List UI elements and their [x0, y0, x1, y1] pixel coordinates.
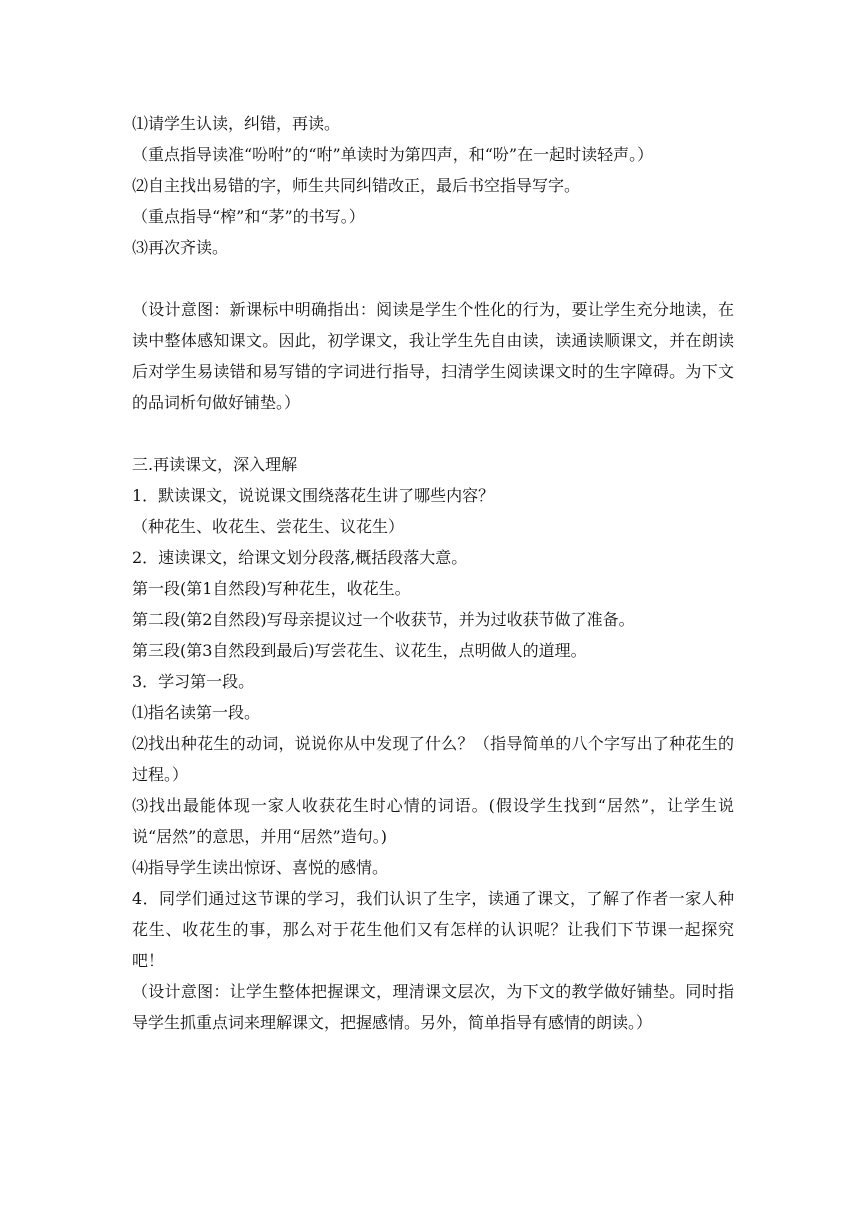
text-line: 1．默读课文，说说课文围绕落花生讲了哪些内容？ [132, 486, 495, 505]
text-line: （重点指导读准“吩咐”的“咐”单读时为第四声，和“吩”在一起时读轻声。） [132, 145, 654, 164]
text-line: 2．速读课文，给课文划分段落,概括段落大意。 [132, 548, 468, 567]
text-line: ⑶再次齐读。 [132, 238, 229, 257]
text-line: （种花生、收花生、尝花生、议花生） [132, 517, 405, 536]
text-line: 第二段(第2自然段)写母亲提议过一个收获节，并为过收获节做了准备。 [132, 610, 635, 629]
blank-line [132, 418, 734, 449]
text-line: ⑴请学生认读，纠错，再读。 [132, 114, 341, 133]
text-line: ⑷指导学生读出惊讶、喜悦的感情。 [132, 858, 389, 877]
design-intent-paragraph: （设计意图：新课标中明确指出：阅读是学生个性化的行为，要让学生充分地读，在读中整体感知课文。因此，初学课文，我让学生先自由读，读通读顺课文，并在朗读后对学生易读错和易写错的字词进行指导，扫清学生阅读课文时的生字障碍。为下文的品词析句做好铺垫。） [132, 300, 734, 412]
blank-line [132, 263, 734, 294]
text-line: 3．学习第一段。 [132, 672, 255, 691]
text-line: 4．同学们通过这节课的学习，我们认识了生字，读通了课文，了解了作者一家人种花生、收花生的事，那么对于花生他们又有怎样的认识呢？让我们下节课一起探究吧！ [132, 889, 734, 970]
design-intent-paragraph: （设计意图：让学生整体把握课文，理清课文层次，为下文的教学做好铺垫。同时指导学生抓重点词来理解课文，把握感情。另外，简单指导有感情的朗读。） [132, 982, 734, 1032]
text-line: ⑵自主找出易错的字，师生共同纠错改正，最后书空指导写字。 [132, 176, 581, 195]
section-heading: 三.再读课文，深入理解 [132, 455, 298, 474]
text-line: ⑴指名读第一段。 [132, 703, 261, 722]
text-line: ⑶找出最能体现一家人收获花生时心情的词语。(假设学生找到“居然”，让学生说说“居然”的意思，并用“居然”造句。) [132, 796, 734, 846]
text-line: 第三段(第3自然段到最后)写尝花生、议花生，点明做人的道理。 [132, 641, 587, 660]
text-line: 第一段(第1自然段)写种花生，收花生。 [132, 579, 411, 598]
text-line: ⑵找出种花生的动词，说说你从中发现了什么？（指导简单的八个字写出了种花生的过程。） [132, 734, 734, 784]
text-line: （重点指导“榨”和“茅”的书写。） [132, 207, 365, 226]
document-page [132, 108, 734, 1038]
